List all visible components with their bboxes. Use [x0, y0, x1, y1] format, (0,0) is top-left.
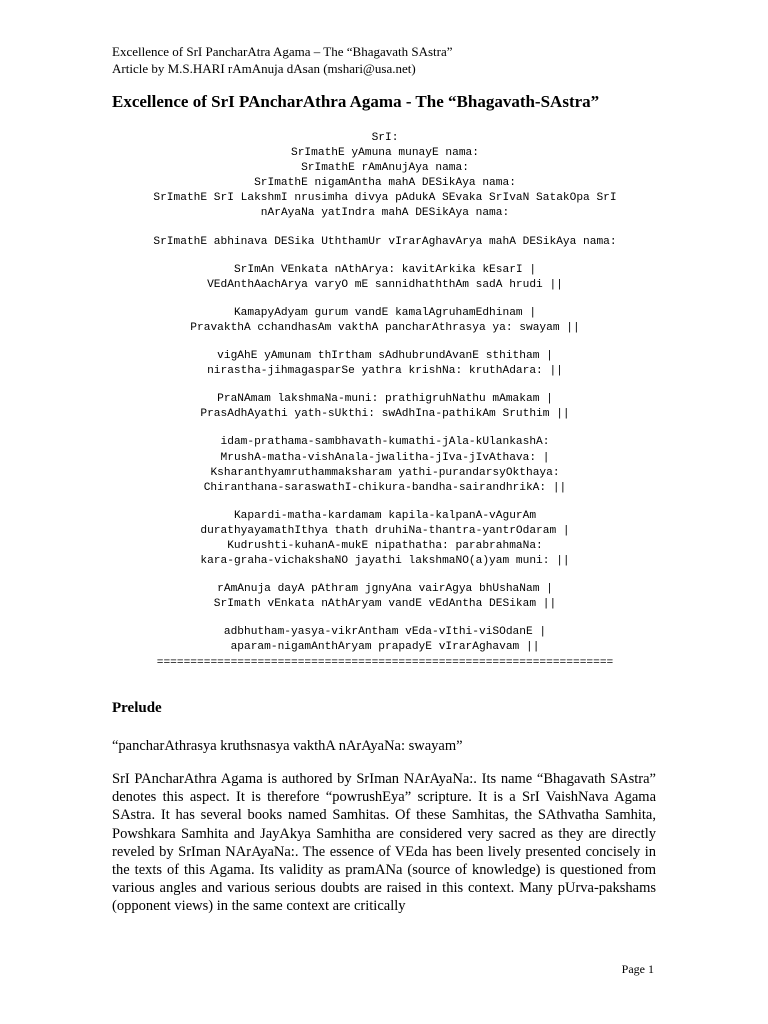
stanza-gap [112, 612, 658, 625]
verse-line: nirastha-jihmagasparSe yathra krishNa: kruthAdara: || [207, 365, 563, 378]
verse-line: SrImath vEnkata nAthAryam vandE vEdAntha DESikam || [213, 598, 557, 611]
verse-stanza [112, 625, 658, 655]
verse-line: aparam-nigamAnthAryam prapadyE vIrarAghavam || [230, 641, 540, 654]
verse-stanza [112, 349, 658, 379]
verse-line: SrImathE yAmuna munayE nama: [291, 147, 479, 160]
body-paragraph: SrI PAncharAthra Agama is authored by SrIman NArAyaNa:. Its name “Bhagavath SAstra” denotes this aspect. It is therefore “powrushEya” scripture. It is a SrI VaishNava Agama SAstra. It has several books named Samhitas. Of these Samhitas, the SAthvatha Samhita, Powshkara Samhita and JayAkya Samhitha are considered very sacred as they are directly reveled by SrIman NArAyaNa:. The essence of VEda has been lively presented concisely in the texts of this Agama. Its validity as pramANa (source of knowledge) is questioned from various angles and various serious doubts are raised in this context. Many pUrva-pakshams (opponent views) in the same context are critically [112, 771, 656, 915]
verse-line: VEdAnthAachArya varyO mE sannidhaththAm sadA hrudi || [207, 278, 563, 291]
verse-line: PrasAdhAyathi yath-sUkthi: swAdhIna-pathikAm Sruthim || [200, 408, 570, 421]
verse-line: SrImathE rAmAnujAya nama: [301, 162, 469, 175]
verse-line: MrushA-matha-vishAnala-jwalitha-jIva-jIvAthava: | [220, 451, 550, 464]
verse-line: KamapyAdyam gurum vandE kamalAgruhamEdhinam | [233, 306, 537, 319]
stanza-gap [112, 336, 658, 349]
verse-line: PraNAmam lakshmaNa-muni: prathigruhNathu mAmakam | [217, 393, 553, 406]
verse-line: SrImathE SrI LakshmI nrusimha divya pAdukA SEvaka SrIvaN SatakOpa SrI [153, 192, 617, 205]
verse-line: adbhutham-yasya-vikrAntham vEda-vIthi-viSOdanE | [223, 626, 547, 639]
verse-line: SrImathE nigamAntha mahA DESikAya nama: [254, 177, 516, 190]
verse-line: durathyayamathIthya thath druhiNa-thantra-yantrOdaram | [200, 524, 570, 537]
section-heading: Prelude [112, 700, 162, 716]
verse-stanza [112, 235, 658, 250]
verse-line: idam-prathama-sambhavath-kumathi-jAla-kUlankashA: [220, 436, 550, 449]
stanza-gap [112, 496, 658, 509]
verse-stanza [112, 263, 658, 293]
verse-stanza [112, 131, 658, 222]
verse-line: kara-graha-vichakshaNO jayathi lakshmaNO(a)yam muni: || [200, 555, 570, 568]
stanza-gap [112, 379, 658, 392]
document-header [112, 43, 453, 77]
prelude-quote: “pancharAthrasya kruthsnasya vakthA nArAyaNa: swayam” [112, 738, 463, 754]
verse-line: vigAhE yAmunam thIrtham sAdhubrundAvanE sthitham | [217, 350, 553, 363]
verse-line: rAmAnuja dayA pAthram jgnyAna vairAgya bhUshaNam | [217, 583, 553, 596]
verse-stanza [112, 392, 658, 422]
verse-line: SrImAn VEnkata nAthArya: kavitArkika kEsarI | [233, 263, 537, 276]
verse-line: Chiranthana-saraswathI-chikura-bandha-sairandhrikA: || [203, 481, 567, 494]
verse-line: PravakthA cchandhasAm vakthA pancharAthrasya ya: swayam || [190, 321, 580, 334]
document-title: Excellence of SrI PAncharAthra Agama - The “Bhagavath-SAstra” [112, 92, 600, 111]
page-number: Page 1 [621, 962, 654, 976]
verse-stanza [112, 582, 658, 612]
stanza-gap [112, 293, 658, 306]
verse-stanza [112, 509, 658, 569]
stanza-gap [112, 250, 658, 263]
verse-line: nArAyaNa yatIndra mahA DESikAya nama: [260, 207, 510, 220]
verse-stanza [112, 435, 658, 495]
invocation-verses [112, 131, 658, 671]
header-line-1: Excellence of SrI PancharAtra Agama – The “Bhagavath SAstra” [112, 44, 453, 59]
header-line-2: Article by M.S.HARI rAmAnuja dAsan (mshari@usa.net) [112, 61, 416, 76]
stanza-gap [112, 569, 658, 582]
divider-line: ==================================================================== [156, 656, 614, 669]
verse-stanza [112, 306, 658, 336]
verse-line: Kapardi-matha-kardamam kapila-kalpanA-vAgurAm [233, 509, 537, 522]
stanza-gap [112, 422, 658, 435]
verse-line: SrImathE abhinava DESika UththamUr vIrarAghavArya mahA DESikAya nama: [153, 235, 617, 248]
verse-line: Ksharanthyamruthammaksharam yathi-purandarsyOkthaya: [210, 466, 560, 479]
verse-line: Kudrushti-kuhanA-mukE nipathatha: parabrahmaNa: [227, 539, 543, 552]
stanza-gap [112, 222, 658, 235]
verse-line: SrI: [371, 132, 399, 144]
